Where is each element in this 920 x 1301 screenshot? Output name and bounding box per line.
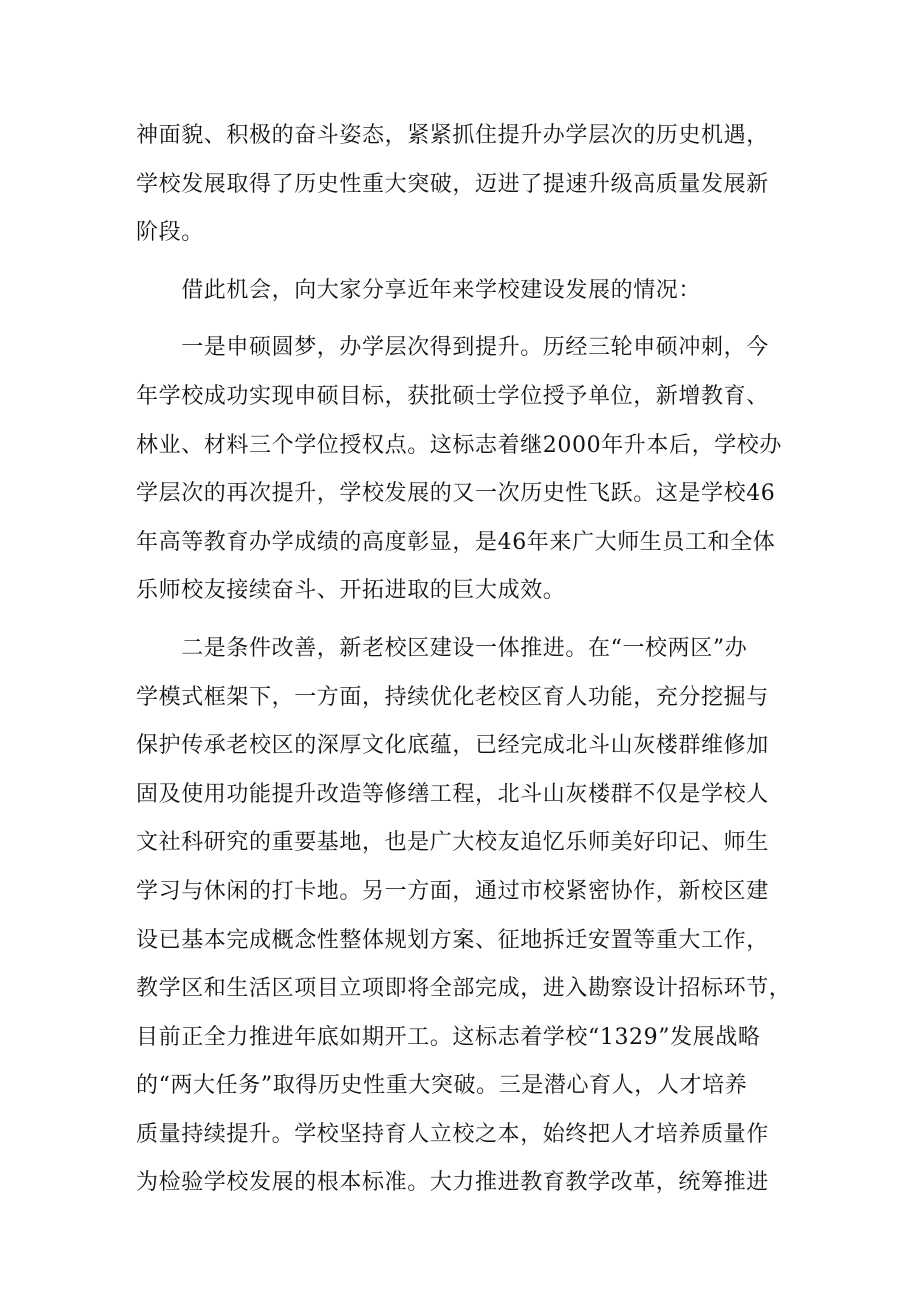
text-line: 设已基本完成概念性整体规划方案、征地拆迁安置等重大工作， <box>136 927 769 953</box>
text-line: 阶段。 <box>136 220 204 246</box>
text-line: 的“两大任务”取得历史性重大突破。三是潜心育人，人才培养 <box>136 1073 748 1099</box>
text-line: 学层次的再次提升，学校发展的又一次历史性飞跃。这是学校46 <box>136 481 776 507</box>
text-line: 质量持续提升。学校坚持育人立校之本，始终把人才培养质量作 <box>136 1121 769 1147</box>
text-line: 一是申硕圆梦，办学层次得到提升。历经三轮申硕冲刺，今 <box>136 335 769 361</box>
text-line: 二是条件改善，新老校区建设一体推进。在“一校两区”办 <box>136 635 748 661</box>
text-line: 学模式框架下，一方面，持续优化老校区育人功能，充分挖掘与 <box>136 684 769 710</box>
text-line: 保护传承老校区的深厚文化底蕴，已经完成北斗山灰楼群维修加 <box>136 733 769 759</box>
text-line: 固及使用功能提升改造等修缮工程，北斗山灰楼群不仅是学校人 <box>136 781 769 807</box>
text-line: 乐师校友接续奋斗、开拓进取的巨大成效。 <box>136 578 566 604</box>
text-line: 年学校成功实现申硕目标，获批硕士学位授予单位，新增教育、 <box>136 383 769 409</box>
text-line: 借此机会，向大家分享近年来学校建设发展的情况： <box>136 277 702 303</box>
text-line: 文社科研究的重要基地，也是广大校友追忆乐师美好印记、师生 <box>136 830 769 856</box>
document-body <box>136 112 796 1208</box>
text-line: 学校发展取得了历史性重大突破，迈进了提速升级高质量发展新 <box>136 171 769 197</box>
text-line: 目前正全力推进年底如期开工。这标志着学校“1329”发展战略 <box>136 1024 761 1050</box>
text-line: 神面貌、积极的奋斗姿态，紧紧抓住提升办学层次的历史机遇， <box>136 123 769 148</box>
text-line: 教学区和生活区项目立项即将全部完成，进入勘察设计招标环节， <box>136 976 792 1002</box>
text-line: 林业、材料三个学位授权点。这标志着继2000年升本后，学校办 <box>136 432 782 458</box>
text-line: 学习与休闲的打卡地。另一方面，通过市校紧密协作，新校区建 <box>136 878 769 904</box>
text-line: 年高等教育办学成绩的高度彰显，是46年来广大师生员工和全体 <box>136 529 776 555</box>
text-line: 为检验学校发展的根本标准。大力推进教育教学改革，统筹推进 <box>136 1170 769 1196</box>
